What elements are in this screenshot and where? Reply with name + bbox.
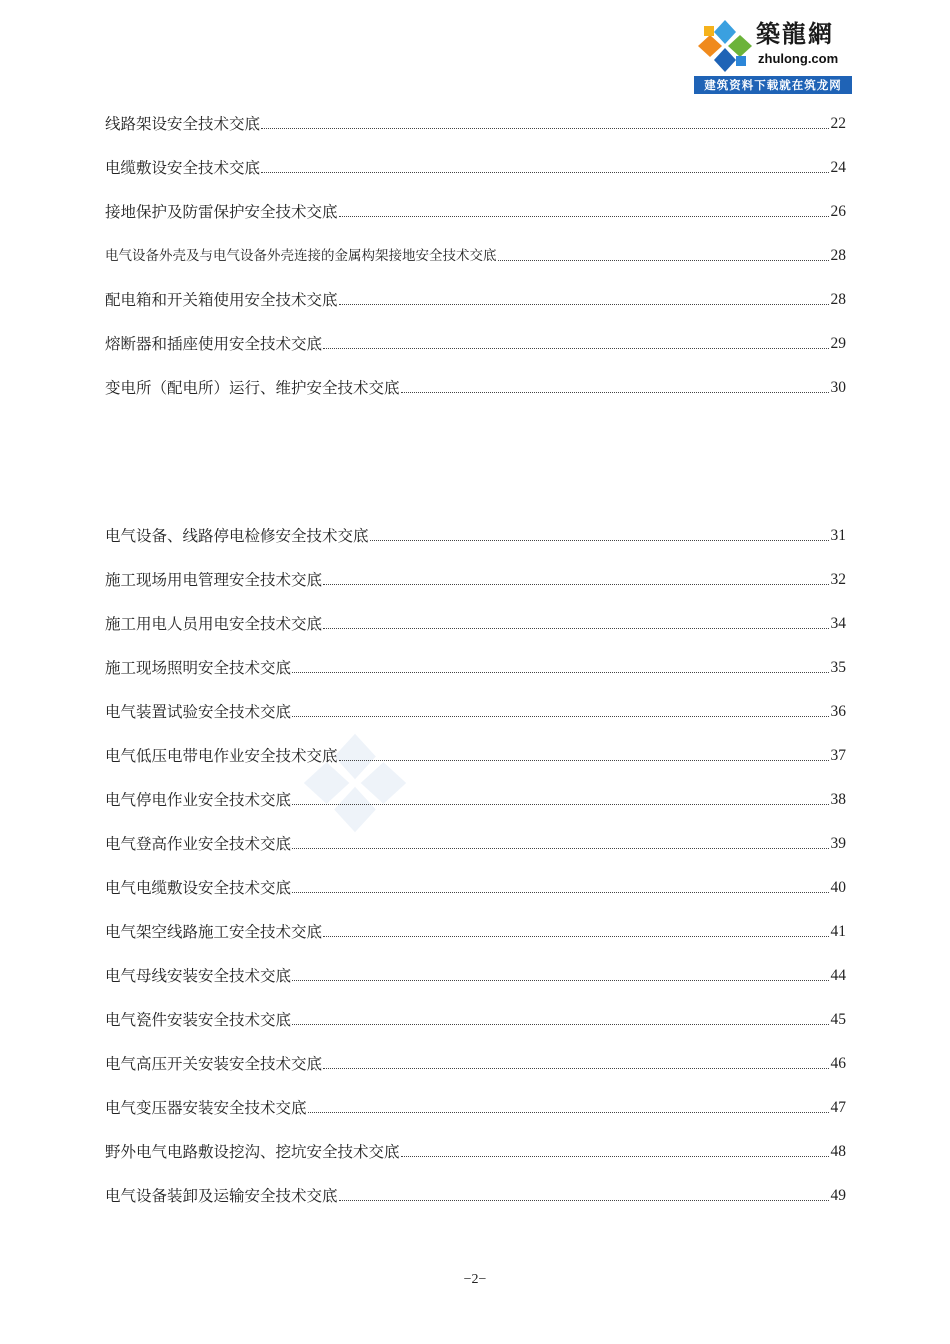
toc-entry-page: 39 <box>830 835 846 852</box>
toc-leader-dots <box>339 303 829 305</box>
toc-entry[interactable] <box>105 918 846 942</box>
toc-entry-page: 26 <box>830 203 846 220</box>
toc-entry-title: 电气登高作业安全技术交底 <box>105 835 292 853</box>
toc-entry-title: 电气低压电带电作业安全技术交底 <box>105 747 338 765</box>
toc-entry[interactable] <box>105 610 846 634</box>
toc-leader-dots <box>401 391 829 393</box>
toc-entry-page: 40 <box>830 879 846 896</box>
toc-entry-page: 45 <box>830 1011 846 1028</box>
toc-entry-page: 47 <box>830 1099 846 1116</box>
toc-entry-page: 44 <box>830 967 846 984</box>
logo-domain: zhulong.com <box>758 51 839 66</box>
toc-entry[interactable] <box>105 830 846 854</box>
toc-entry-page: 38 <box>830 791 846 808</box>
toc-entry-title: 电气设备装卸及运输安全技术交底 <box>105 1187 338 1205</box>
toc-entry-title: 施工现场照明安全技术交底 <box>105 659 292 677</box>
toc-entry-title: 电气架空线路施工安全技术交底 <box>105 923 323 941</box>
toc-entry-page: 41 <box>830 923 846 940</box>
toc-entry-page: 30 <box>830 379 846 396</box>
toc-entry[interactable] <box>105 330 846 354</box>
toc-entry[interactable] <box>105 566 846 590</box>
toc-entry[interactable] <box>105 874 846 898</box>
toc-entry[interactable] <box>105 198 846 222</box>
toc-entry-page: 49 <box>830 1187 846 1204</box>
toc-entry-page: 24 <box>830 159 846 176</box>
toc-leader-dots <box>261 127 828 129</box>
toc-leader-dots <box>323 935 828 937</box>
toc-leader-dots <box>292 715 828 717</box>
logo-name-cn: 築龍網 <box>756 20 834 48</box>
toc-entry-page: 46 <box>830 1055 846 1072</box>
toc-entry-title: 线路架设安全技术交底 <box>105 115 261 133</box>
toc-entry-title: 电气高压开关安装安全技术交底 <box>105 1055 323 1073</box>
toc-entry-page: 48 <box>830 1143 846 1160</box>
toc-entry-title: 电气停电作业安全技术交底 <box>105 791 292 809</box>
toc-entry[interactable] <box>105 742 846 766</box>
toc-entry[interactable] <box>105 962 846 986</box>
toc-entry[interactable] <box>105 786 846 810</box>
toc-entry-title: 电气装置试验安全技术交底 <box>105 703 292 721</box>
toc-leader-dots <box>292 847 828 849</box>
toc-entry-page: 34 <box>830 615 846 632</box>
toc-leader-dots <box>323 347 828 349</box>
toc-entry-page: 29 <box>830 335 846 352</box>
toc-leader-dots <box>323 627 828 629</box>
toc-entry-title: 电气设备外壳及与电气设备外壳连接的金属构架接地安全技术交底 <box>105 248 497 264</box>
toc-entry-title: 配电箱和开关箱使用安全技术交底 <box>105 291 338 309</box>
toc-entry[interactable] <box>105 1138 846 1162</box>
toc-leader-dots <box>292 1023 828 1025</box>
toc-entry-title: 变电所（配电所）运行、维护安全技术交底 <box>105 379 400 397</box>
toc-entry-page: 31 <box>830 527 846 544</box>
toc-leader-dots <box>292 891 828 893</box>
toc-entry[interactable] <box>105 654 846 678</box>
toc-entry[interactable] <box>105 1182 846 1206</box>
toc-leader-dots <box>308 1111 829 1113</box>
toc-entry[interactable] <box>105 110 846 134</box>
toc-entry-title: 电气瓷件安装安全技术交底 <box>105 1011 292 1029</box>
toc-leader-dots <box>339 759 829 761</box>
toc-entry-page: 36 <box>830 703 846 720</box>
toc-entry[interactable] <box>105 242 846 266</box>
toc-entry-title: 施工用电人员用电安全技术交底 <box>105 615 323 633</box>
logo-slogan: 建筑资料下载就在筑龙网 <box>694 76 852 94</box>
toc-entry-title: 电气变压器安装安全技术交底 <box>105 1099 307 1117</box>
toc-leader-dots <box>339 1199 829 1201</box>
toc-leader-dots <box>292 803 828 805</box>
toc-entry-page: 28 <box>830 291 846 308</box>
toc-entry-page: 32 <box>830 571 846 588</box>
toc-leader-dots <box>261 171 828 173</box>
page-number: −2− <box>463 1272 487 1287</box>
toc-entry[interactable] <box>105 1094 846 1118</box>
toc-leader-dots <box>498 259 829 261</box>
toc-entry-title: 电气电缆敷设安全技术交底 <box>105 879 292 897</box>
toc-entry-title: 接地保护及防雷保护安全技术交底 <box>105 203 338 221</box>
toc-entry-title: 电气设备、线路停电检修安全技术交底 <box>105 527 369 545</box>
toc-leader-dots <box>292 979 828 981</box>
zhulong-logo <box>694 16 852 94</box>
toc-entry[interactable] <box>105 1050 846 1074</box>
toc-entry[interactable] <box>105 374 846 398</box>
zhulong-logo-icon <box>696 18 754 74</box>
toc-entry[interactable] <box>105 698 846 722</box>
toc-entry-title: 野外电气电路敷设挖沟、挖坑安全技术交底 <box>105 1143 400 1161</box>
toc-entry-title: 电缆敷设安全技术交底 <box>105 159 261 177</box>
toc-leader-dots <box>339 215 829 217</box>
toc-entry[interactable] <box>105 154 846 178</box>
toc-entry-title: 电气母线安装安全技术交底 <box>105 967 292 985</box>
toc-entry-page: 22 <box>830 115 846 132</box>
toc-entry-title: 施工现场用电管理安全技术交底 <box>105 571 323 589</box>
toc-leader-dots <box>323 583 828 585</box>
toc-entry-page: 37 <box>830 747 846 764</box>
toc-entry-page: 28 <box>830 247 846 264</box>
toc-entry-page: 35 <box>830 659 846 676</box>
toc-entry[interactable] <box>105 1006 846 1030</box>
logo-top <box>694 16 852 74</box>
toc-leader-dots <box>323 1067 828 1069</box>
toc-entry[interactable] <box>105 286 846 310</box>
toc-leader-dots <box>292 671 828 673</box>
toc-leader-dots <box>370 539 829 541</box>
toc-entry[interactable] <box>105 522 846 546</box>
toc-leader-dots <box>401 1155 829 1157</box>
toc-entry-title: 熔断器和插座使用安全技术交底 <box>105 335 323 353</box>
